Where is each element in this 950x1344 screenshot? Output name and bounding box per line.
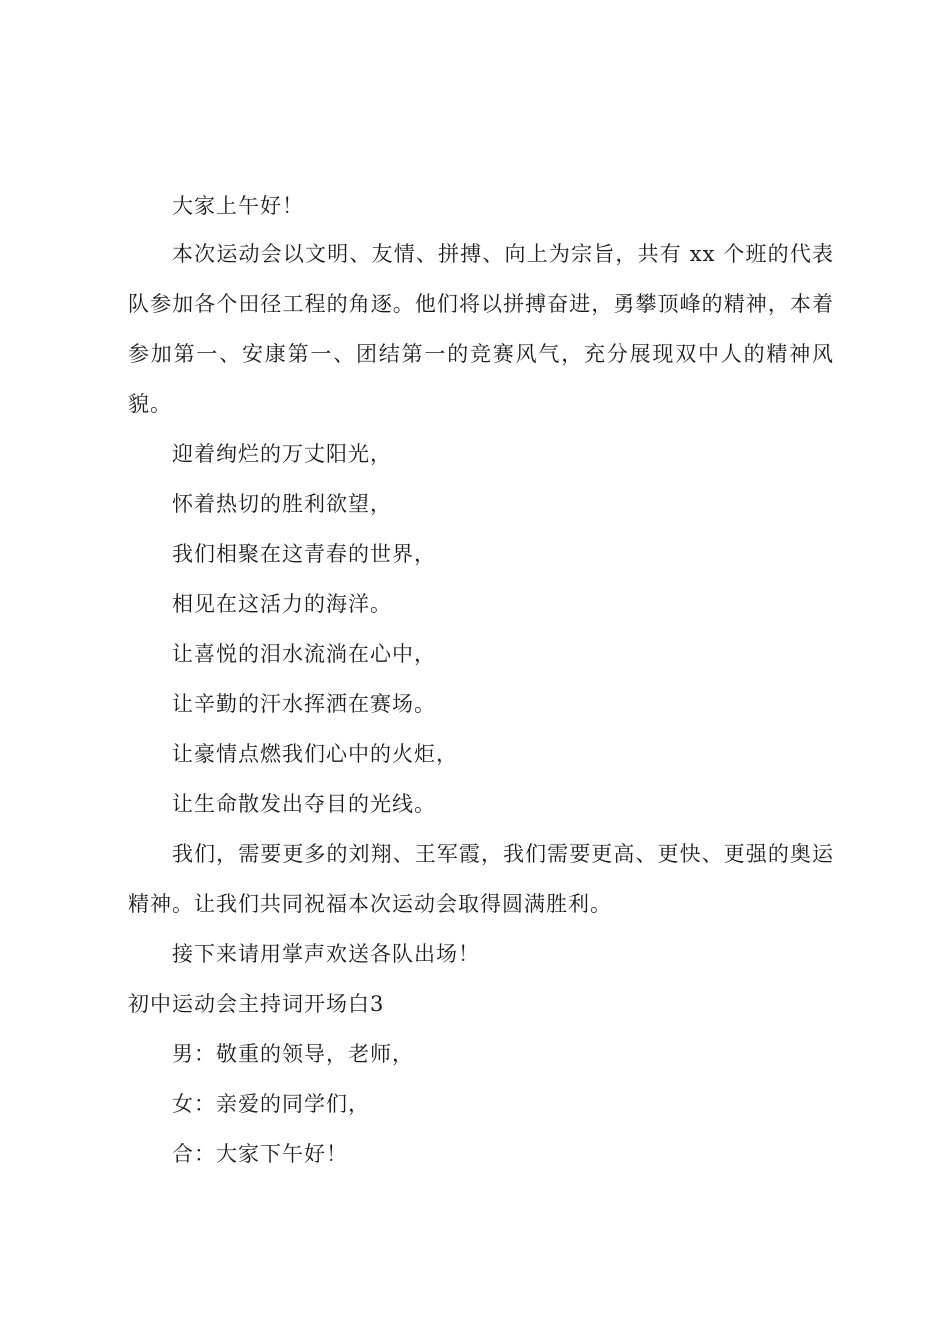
poem-line: 让辛勤的汗水挥洒在赛场。 <box>172 692 436 716</box>
poem-line: 让喜悦的泪水流淌在心中， <box>172 642 436 666</box>
poem-line: 让生命散发出夺目的光线。 <box>172 792 436 816</box>
closing-line: 接下来请用掌声欢送各队出场！ <box>172 942 480 966</box>
poem-line: 相见在这活力的海洋。 <box>172 592 392 616</box>
poem-line: 让豪情点燃我们心中的火炬， <box>172 742 458 766</box>
intro-paragraph: 本次运动会以文明、友情、拼搏、向上为宗旨，共有 xx 个班的代表队参加各个田径工程的角逐。他们将以拼搏奋进，勇攀顶峰的精神，本着参加第一、安康第一、团结第一的竞赛风气，充分展现双中人的精神风貌。 <box>128 242 834 416</box>
dialogue-line: 合：大家下午好！ <box>172 1142 348 1166</box>
poem-line: 我们相聚在这青春的世界， <box>172 542 436 566</box>
section-heading: 初中运动会主持词开场白3 <box>128 992 385 1016</box>
dialogue-line: 男：敬重的领导，老师， <box>172 1042 414 1066</box>
poem-line: 怀着热切的胜利欲望， <box>172 492 392 516</box>
poem-line: 迎着绚烂的万丈阳光， <box>172 442 392 466</box>
dialogue-line: 女：亲爱的同学们， <box>172 1092 370 1116</box>
spirit-paragraph: 我们，需要更多的刘翔、王军霞，我们需要更高、更快、更强的奥运精神。让我们共同祝福本次运动会取得圆满胜利。 <box>128 842 834 916</box>
greeting-line: 大家上午好！ <box>172 194 304 218</box>
